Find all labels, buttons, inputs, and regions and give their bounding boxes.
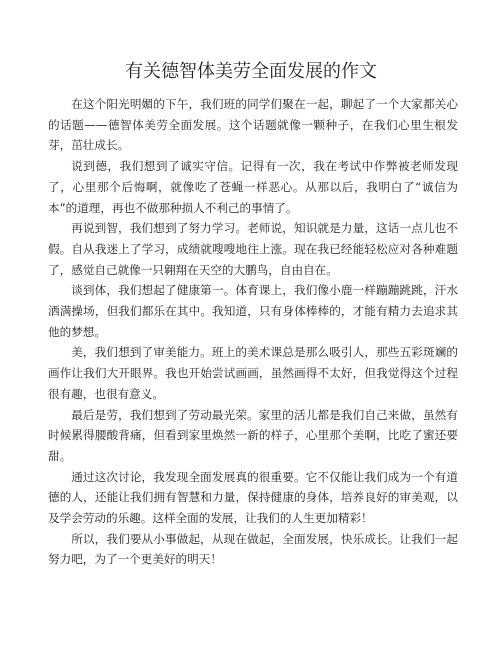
paragraph-5: 美，我们想到了审美能力。班上的美术课总是那么吸引人，那些五彩斑斓的画作让我们大开眼界。我也开始尝试画画，虽然画得不太好，但我觉得这个过程很有趣，也很有意义。 [48,345,458,401]
paragraph-8: 所以，我们要从小事做起，从现在做起，全面发展，快乐成长。让我们一起努力吧，为了一个更美好的明天！ [48,531,458,567]
paragraph-7: 通过这次讨论，我发现全面发展真的很重要。它不仅能让我们成为一个有道德的人，还能让我们拥有智慧和力量，保持健康的身体，培养良好的审美观，以及学会劳动的乐趣。这样全面的发展，让我们的人生更加精彩！ [48,469,458,526]
paragraph-1: 在这个阳光明媚的下午，我们班的同学们聚在一起，聊起了一个大家都关心的话题——德智体美劳全面发展。这个话题就像一颗种子，在我们心里生根发芽，茁壮成长。 [48,97,458,153]
paragraph-6: 最后是劳，我们想到了劳动最光荣。家里的活儿都是我们自己来做，虽然有时候累得腰酸背痛，但看到家里焕然一新的样子，心里那个美啊，比吃了蜜还要甜。 [48,407,458,463]
paragraph-4: 谈到体，我们想起了健康第一。体育课上，我们像小鹿一样蹦蹦跳跳，汗水洒满操场，但我们都乐在其中。我知道，只有身体棒棒的，才能有精力去追求其他的梦想。 [48,283,458,339]
paragraph-2: 说到德，我们想到了诚实守信。记得有一次，我在考试中作弊被老师发现了，心里那个后悔啊，就像吃了苍蝇一样恶心。从那以后，我明白了“诚信为本”的道理，再也不做那种损人不利己的事情了。 [48,159,458,215]
document-body [48,94,458,570]
paragraph-3: 再说到智，我们想到了努力学习。老师说，知识就是力量，这话一点儿也不假。自从我迷上了学习，成绩就嗖嗖地往上涨。现在我已经能轻松应对各种难题了，感觉自己就像一只翱翔在天空的大鹏鸟，自由自在。 [48,221,458,277]
document-title: 有关德智体美劳全面发展的作文 [125,61,377,82]
